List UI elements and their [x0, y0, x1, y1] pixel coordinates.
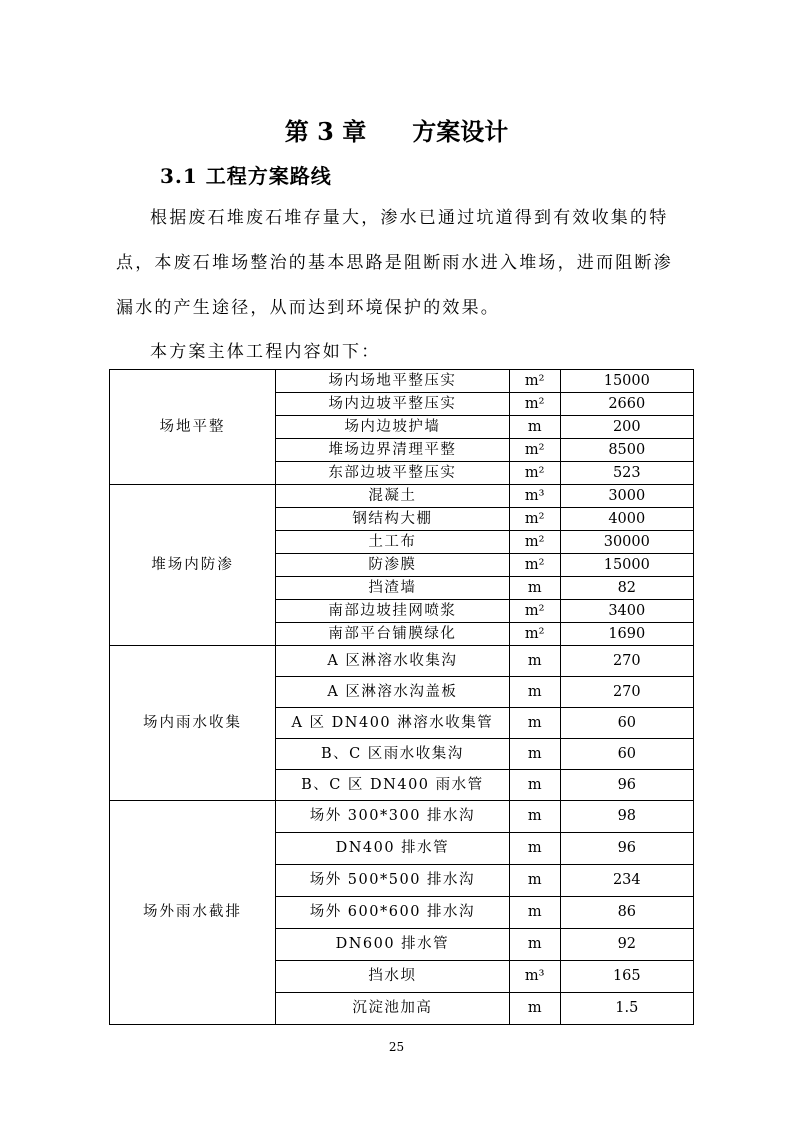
unit-cell: m²: [509, 439, 560, 462]
unit-cell: m²: [509, 554, 560, 577]
item-cell: 场内边坡护墙: [275, 416, 509, 439]
quantity-cell: 2660: [560, 393, 693, 416]
unit-cell: m: [509, 646, 560, 677]
works-table: [109, 369, 694, 1025]
unit-cell: m²: [509, 462, 560, 485]
chapter-number: 第 3 章: [284, 117, 367, 146]
item-cell: DN400 排水管: [275, 833, 509, 865]
item-cell: 混凝土: [275, 485, 509, 508]
quantity-cell: 523: [560, 462, 693, 485]
quantity-cell: 3000: [560, 485, 693, 508]
unit-cell: m²: [509, 531, 560, 554]
chapter-title: [0, 112, 793, 147]
item-cell: 场外 300*300 排水沟: [275, 801, 509, 833]
item-cell: 堆场边界清理平整: [275, 439, 509, 462]
item-cell: 东部边坡平整压实: [275, 462, 509, 485]
quantity-cell: 15000: [560, 554, 693, 577]
quantity-cell: 86: [560, 897, 693, 929]
quantity-cell: 30000: [560, 531, 693, 554]
quantity-cell: 92: [560, 929, 693, 961]
category-cell: 堆场内防渗: [110, 485, 276, 646]
item-cell: 南部平台铺膜绿化: [275, 623, 509, 646]
table-row: [110, 646, 694, 677]
unit-cell: m: [509, 801, 560, 833]
unit-cell: m: [509, 993, 560, 1025]
quantity-cell: 60: [560, 739, 693, 770]
unit-cell: m²: [509, 623, 560, 646]
unit-cell: m: [509, 708, 560, 739]
item-cell: A 区淋溶水收集沟: [275, 646, 509, 677]
item-cell: B、C 区雨水收集沟: [275, 739, 509, 770]
quantity-cell: 1690: [560, 623, 693, 646]
quantity-cell: 98: [560, 801, 693, 833]
unit-cell: m²: [509, 393, 560, 416]
quantity-cell: 3400: [560, 600, 693, 623]
unit-cell: m³: [509, 961, 560, 993]
quantity-cell: 96: [560, 833, 693, 865]
page-number: 25: [388, 1040, 405, 1054]
table-row: [110, 801, 694, 833]
item-cell: 防渗膜: [275, 554, 509, 577]
quantity-cell: 200: [560, 416, 693, 439]
quantity-cell: 96: [560, 770, 693, 801]
item-cell: 沉淀池加高: [275, 993, 509, 1025]
category-cell: 场外雨水截排: [110, 801, 276, 1025]
item-cell: 场外 500*500 排水沟: [275, 865, 509, 897]
quantity-cell: 270: [560, 646, 693, 677]
unit-cell: m: [509, 897, 560, 929]
table-row: [110, 485, 694, 508]
quantity-cell: 82: [560, 577, 693, 600]
item-cell: 南部边坡挂网喷浆: [275, 600, 509, 623]
item-cell: A 区淋溶水沟盖板: [275, 677, 509, 708]
section-title: 3.1 工程方案路线: [160, 164, 332, 188]
quantity-cell: 15000: [560, 370, 693, 393]
quantity-cell: 270: [560, 677, 693, 708]
unit-cell: m: [509, 770, 560, 801]
item-cell: 挡渣墙: [275, 577, 509, 600]
quantity-cell: 4000: [560, 508, 693, 531]
quantity-cell: 165: [560, 961, 693, 993]
table-row: [110, 370, 694, 393]
unit-cell: m: [509, 929, 560, 961]
unit-cell: m³: [509, 485, 560, 508]
body-paragraph: 根据废石堆废石堆存量大，渗水已通过坑道得到有效收集的特点，本废石堆场整治的基本思路是阻断雨水进入堆场，进而阻断渗漏水的产生途径，从而达到环境保护的效果。: [116, 208, 673, 318]
unit-cell: m: [509, 677, 560, 708]
chapter-name: 方案设计: [412, 117, 509, 146]
item-cell: DN600 排水管: [275, 929, 509, 961]
unit-cell: m: [509, 833, 560, 865]
quantity-cell: 8500: [560, 439, 693, 462]
item-cell: 场外 600*600 排水沟: [275, 897, 509, 929]
item-cell: 挡水坝: [275, 961, 509, 993]
unit-cell: m²: [509, 600, 560, 623]
table-intro: 本方案主体工程内容如下：: [150, 342, 381, 362]
quantity-cell: 60: [560, 708, 693, 739]
category-cell: 场地平整: [110, 370, 276, 485]
item-cell: 钢结构大棚: [275, 508, 509, 531]
item-cell: B、C 区 DN400 雨水管: [275, 770, 509, 801]
unit-cell: m: [509, 416, 560, 439]
item-cell: 场内边坡平整压实: [275, 393, 509, 416]
quantity-cell: 234: [560, 865, 693, 897]
item-cell: 土工布: [275, 531, 509, 554]
category-cell: 场内雨水收集: [110, 646, 276, 801]
unit-cell: m: [509, 577, 560, 600]
item-cell: A 区 DN400 淋溶水收集管: [275, 708, 509, 739]
unit-cell: m²: [509, 508, 560, 531]
unit-cell: m: [509, 739, 560, 770]
unit-cell: m: [509, 865, 560, 897]
quantity-cell: 1.5: [560, 993, 693, 1025]
item-cell: 场内场地平整压实: [275, 370, 509, 393]
unit-cell: m²: [509, 370, 560, 393]
